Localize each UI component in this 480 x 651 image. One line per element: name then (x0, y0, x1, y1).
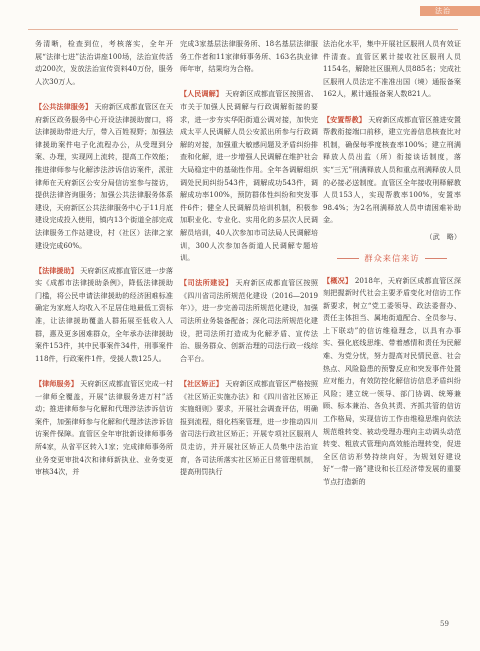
paragraph-body: 天府新区成都直管区按照省、市关于加强人民调解与行政调解衔接的要求，进一步夯实华阳街道公调对接，加快完成太平人民调解人员公安派出所参与行政调解的对接，加强重大敏感问题及矛盾纠纷排查和化解，进一步增强人民调解在维护社会大局稳定中的基础性作用。全年各调解组织调处民间纠纷543件，调解成功543件，调解成功率100%，预防群体性纠纷和突发事件6件；健全人民调解员培训机制，积极参加职业化、专业化、实用化的多层次人民调解员培训，40人次参加市司法局人民调解培训，300人次参加各街道人民调解专题培训。 (180, 89, 319, 263)
paragraph (35, 265, 173, 366)
section-heading (323, 252, 461, 265)
heading-tag: 【人民调解】 (180, 89, 223, 99)
paragraph-body: 天府新区成都直管区在天府新区政务服务中心开设法律援助窗口，将法律援助带进大厅，带入百姓视野；加强法律援助案件电子化流程办公，从受理到分案、办理，实现网上流转，提高工作效能；推进律师参与化解涉法涉诉信访案件，派驻律师在天府新区公安分局信访室参与接访，提供法律咨询服务；加强公共法律服务体系建设，天府新区公共法律服务中心于11月底建设完成投入使用，镇内13个街道全部完成法律服务工作站建设，村（社区）法律之家建设完成60%。 (35, 101, 174, 250)
paragraph-body: 天府新区成都直管区按照《四川省司法所规范化建设（2016—2019年）》，进一步完善司法所规范化建设，加强司法所业务装备配备；深化司法所规范化建设，把司法所打造成为化解矛盾、宣传法治、服务群众、创新治理的司法行政一线综合平台。 (180, 278, 319, 363)
paragraph (323, 275, 461, 489)
page-number: 59 (440, 620, 449, 628)
heading-tag: 【律师服务】 (35, 379, 78, 389)
heading-tag: 【司法所建设】 (180, 278, 233, 288)
paragraph (35, 101, 173, 252)
paragraph (323, 114, 461, 227)
heading-rule-left (337, 258, 359, 259)
paragraph: 完成3家基层法律服务所、18名基层法律服务工作者和11家律师事务所、163名执业律师年审，结果均为合格。 (180, 39, 318, 74)
paragraph-body: 天府新区成都直管区完成一村一律师全覆盖，开展“法律服务进万村”活动；推进律师参与化解和代理涉法涉诉信访案件，加强律师参与化解和代理涉法涉诉信访案件保障。直管区全年审批新设律师事务所4家，从省平区转入1家；完成律师事务所业务变更审批4次和律师新执业、业务变更审核34次，并 (35, 379, 174, 477)
author-signoff: （武 略） (425, 231, 461, 241)
paragraph: 法治化水平，集中开展社区服刑人员有效证件清查。直管区累计接收社区服刑人员1154名，解除社区服刑人员885名；完成社区服刑人员法定不准准出国（境）通报备案162人，累计通报备案人数821人。 (323, 39, 461, 99)
heading-tag: 【公共法律服务】 (35, 101, 93, 111)
heading-tag: 【概况】 (323, 275, 353, 285)
paragraph (180, 88, 318, 264)
paragraph-body: 天府新区成都直管区推进安置帮教衔接端口前移，建立完善信息核查比对机制，确保每季度核查率100%；建立刑满释放人员出监（所）衔接谈话制度，落实“三无”刑满释放人员和重点刑满释放人员的必接必送制度。直管区全年接收刑释解教人员153人，实现帮教率100%，安置率98.4%；为2名刑满释放人员申请困难补助金。 (323, 114, 462, 225)
heading-tag: 【社区矫正】 (180, 379, 223, 389)
paragraph: 务清晰，检查到位，考核落实，全年开展“法律七进”法治讲座100场，法治宣传活动200次，发放法治宣传资料40万份，服务人次30万人。 (35, 39, 173, 86)
column-3 (323, 38, 461, 489)
paragraph (180, 277, 318, 365)
paragraph-body: 天府新区成都直管区严格按照《社区矫正实施办法》和《四川省社区矫正实施细则》要求，开展社会调查评估，明确报到流程，细化档案管理，进一步推动四川省司法行政社区矫正；开展专项社区服刑人员走访，并开展社区矫正人员集中法治宣育，各司法所落实社区矫正日常管理机制，提高刑罚执行 (180, 379, 319, 477)
heading-tag: 【法律援助】 (35, 265, 78, 275)
paragraph (180, 378, 318, 479)
column-2 (180, 38, 318, 479)
section-heading-text: 群众来信来访 (364, 252, 420, 263)
section-tag: 法治 (435, 7, 451, 15)
paragraph-body: 天府新区成都直管区进一步落实《成都市法律援助条例》，降低法律援助门槛，将公民申请法律援助的经济困难标准确定为家庭人均收入不足居住地最低工资标准，让法律援助覆盖人群拓展至低收入人群，惠及更多困难群众，全年承办法律援助案件153件，其中民事案件34件，刑事案件118件，行政案件1件，受援人数125人。 (35, 265, 174, 363)
paragraph-body: 2018年，天府新区成都直管区深刻把握新时代社会主要矛盾变化对信访工作新要求，树立“党工委领导、政法委督办、责任主体担当、属地街道配合、全员参与、上下联动”的信访维稳理念，以具有办事实、强化底线思维、带着感情和责任为民解难、为党分忧，努力提高对民情民意、社会热点、风险隐患的预警反应和突发事件处置应对能力，有效防控化解信访信息矛盾纠纷风险；建立统一领导、部门协调、统筹兼顾、标本兼治、各负其责、齐抓共管的信访工作格局，实现信访工作由维稳思维向依法规范维转变、被动受理办理向主动调头动范转变、粗放式管理向高效能治理转变，促进全区信访形势持续向好，为规划好建设好“一带一路”建设和长江经济带发展的重要节点打造新的 (323, 275, 461, 486)
heading-rule-right (425, 258, 447, 259)
paragraph (35, 378, 173, 479)
heading-tag: 【安置帮教】 (323, 114, 366, 124)
column-1 (35, 38, 173, 479)
header-divider (28, 29, 458, 30)
